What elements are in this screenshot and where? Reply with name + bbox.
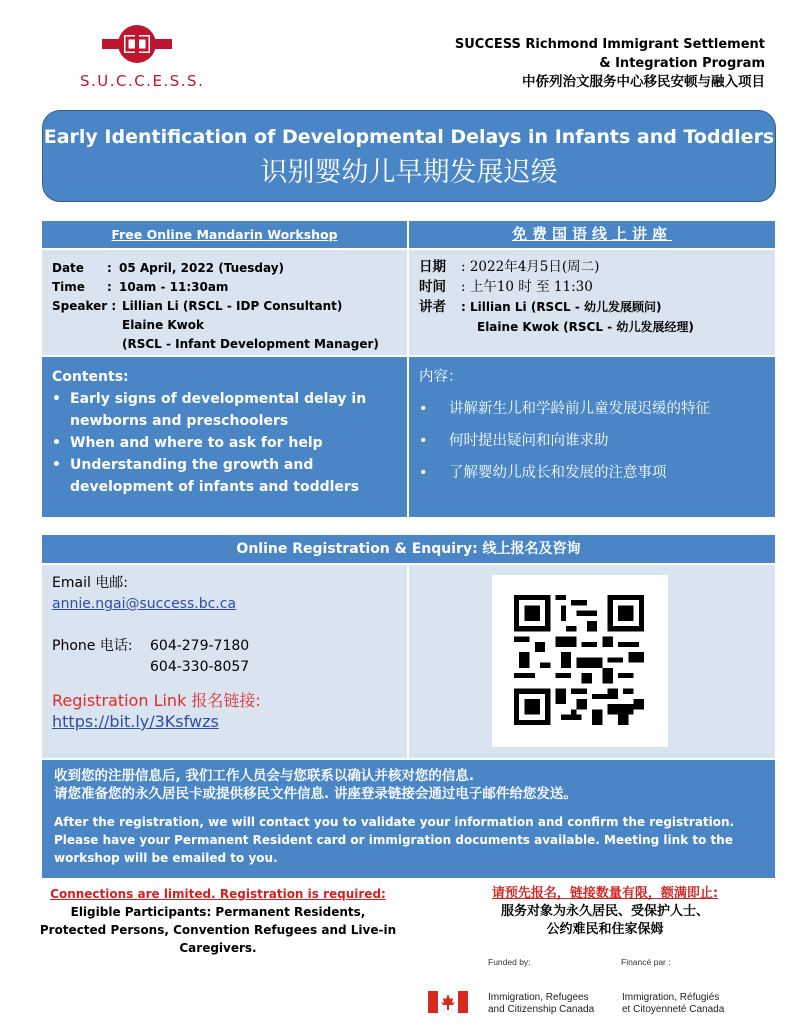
- irc-fr-line-2: et Citoyenneté Canada: [622, 1004, 725, 1015]
- workshop-details-en: Date : 05 April, 2022 (Tuesday) Time : 10am - 11:30am Speaker : Lillian Li (RSCL - IDP Consultant) Elaine Kwok (RSCL - Infant Development Manager): [42, 250, 407, 355]
- speaker-2-role: (RSCL - Infant Development Manager): [122, 337, 379, 351]
- time-label-zh: 时间: [419, 279, 446, 295]
- irc-en-line-2: and Citizenship Canada: [488, 1004, 595, 1015]
- workshop-header-en: Free Online Mandarin Workshop: [42, 221, 407, 248]
- content-item-en: • Early signs of developmental delay in newborns and preschoolers: [52, 388, 407, 432]
- contents-en: [42, 357, 407, 517]
- phone-2: 604-330-8057: [150, 659, 250, 675]
- eligibility-text-zh-2: 公约难民和住家保姆: [546, 922, 664, 937]
- eligibility-text-zh-1: 服务对象为永久居民、受保护人士、: [500, 904, 709, 919]
- email-link[interactable]: annie.ngai@success.bc.ca: [52, 596, 237, 612]
- registration-notice: [42, 760, 775, 878]
- date-value-zh: : 2022年4月5日(周二): [461, 259, 600, 275]
- speaker-2: Elaine Kwok: [122, 318, 204, 332]
- notice-zh-2: 请您准备您的永久居民卡或提供移民文件信息. 讲座登录链接会通过电子邮件给您发送。: [54, 786, 577, 802]
- eligibility-text-en: Eligible Participants: Permanent Residents, Protected Persons, Convention Refugees and Live-in Caregivers.: [39, 905, 397, 955]
- org-header: [455, 35, 765, 92]
- date-value: 05 April, 2022 (Tuesday): [119, 261, 285, 275]
- speaker-label-zh: 讲者: [419, 299, 446, 315]
- speaker-2-zh: Elaine Kwok (RSCL - 幼儿发展经理): [477, 320, 694, 334]
- registration-link[interactable]: https://bit.ly/3Ksfwzs: [52, 712, 219, 731]
- irc-fr-line-1: Immigration, Réfugiés: [622, 992, 720, 1003]
- content-item-zh: • 了解婴幼儿成长和发展的注意事项: [419, 462, 765, 484]
- content-item-zh: • 讲解新生儿和学龄前儿童发展迟缓的特征: [419, 398, 765, 420]
- funded-by-label: Funded by:: [488, 957, 531, 967]
- speaker-1-zh: : Lillian Li (RSCL - 幼儿发展顾问): [461, 300, 662, 314]
- notice-en: After the registration, we will contact you to validate your information and confirm the registration. Please have your Permanent Resident card or immigration documents available. Meeting link to the workshop will be emailed to you.: [54, 815, 735, 865]
- irc-name-fr: [622, 992, 724, 1016]
- warning-zh: 请预先报名，链接数量有限，额满即止:: [491, 886, 719, 901]
- registration-header: Online Registration & Enquiry: 线上报名及咨询: [42, 535, 775, 563]
- email-label: Email 电邮:: [52, 575, 129, 591]
- content-item-zh: • 何时提出疑问和向谁求助: [419, 430, 765, 452]
- time-value-zh: : 上午10 时 至 11:30: [461, 279, 593, 295]
- org-line-2: & Integration Program: [599, 56, 765, 71]
- date-label-zh: 日期: [419, 259, 446, 275]
- warning-en: Connections are limited. Registration is required:: [50, 887, 386, 901]
- canada-flag-icon: [428, 991, 468, 1013]
- phone-1: 604-279-7180: [150, 638, 250, 654]
- time-label: Time: [52, 280, 85, 294]
- contents-title-zh: 内容：: [419, 369, 463, 385]
- logo-text: S.U.C.C.E.S.S.: [80, 72, 205, 90]
- contents-zh: [409, 357, 775, 517]
- content-item-en: • Understanding the growth and development of infants and toddlers: [52, 454, 407, 498]
- registration-link-label: Registration Link 报名链接:: [52, 691, 261, 710]
- success-logo-icon: [102, 22, 172, 66]
- finance-par-label: Financé par :: [621, 957, 671, 967]
- phone-label: Phone 电话:: [52, 638, 133, 654]
- time-value: 10am - 11:30am: [119, 280, 229, 294]
- title-banner: [42, 110, 776, 202]
- speaker-label: Speaker :: [52, 299, 117, 313]
- content-item-en: • When and where to ask for help: [52, 432, 407, 454]
- org-line-3: 中侨列治文服务中心移民安顿与融入项目: [522, 74, 765, 90]
- registration-contact: [42, 565, 407, 758]
- title-zh: 识别婴幼儿早期发展迟缓: [260, 157, 558, 188]
- qr-code-icon[interactable]: [514, 595, 644, 725]
- speaker-1: Lillian Li (RSCL - IDP Consultant): [122, 299, 343, 313]
- eligibility-en: [38, 885, 398, 957]
- contents-title-en: Contents:: [52, 369, 129, 385]
- workshop-details-zh: [409, 250, 775, 355]
- irc-name-en: [488, 992, 594, 1016]
- eligibility-zh: [440, 885, 770, 939]
- date-label: Date: [52, 261, 84, 275]
- title-en: Early Identification of Developmental Delays in Infants and Toddlers: [43, 126, 775, 148]
- workshop-header-zh: 免费国语线上讲座: [409, 221, 775, 248]
- notice-zh-1: 收到您的注册信息后, 我们工作人员会与您联系以确认并核对您的信息.: [54, 768, 474, 784]
- irc-en-line-1: Immigration, Refugees: [488, 992, 589, 1003]
- org-line-1: SUCCESS Richmond Immigrant Settlement: [454, 37, 765, 52]
